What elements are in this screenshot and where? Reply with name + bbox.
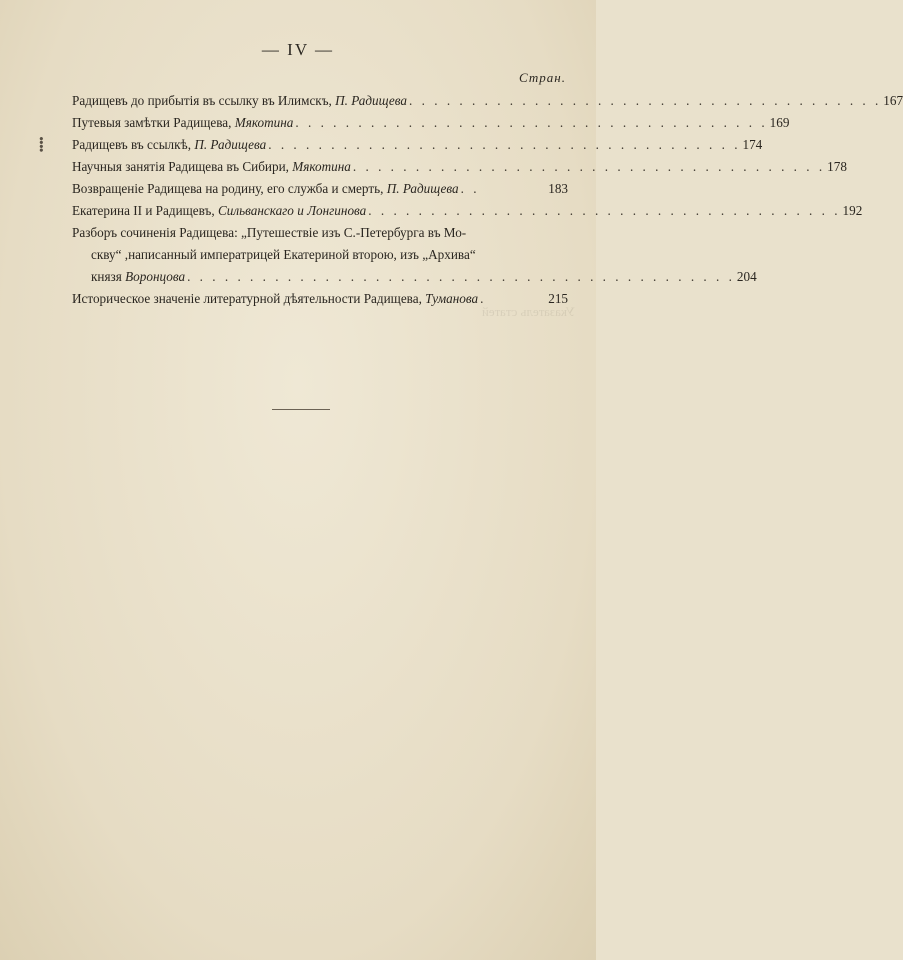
toc-entry-title: Возвращеніе Радищева на родину, его служба и смерть, xyxy=(72,181,384,196)
leader-dots: . . . . . . . . . . . . . . . . . . . . . . . . . . . . . . . . . . . . . . xyxy=(409,93,882,108)
divider-rule xyxy=(272,409,330,410)
toc-entry-author: П. Радищева xyxy=(386,181,459,196)
toc-entry-author: Мякотина xyxy=(234,115,294,130)
bleed-through-text: Указатель статей xyxy=(481,304,575,319)
toc-entry-title: Радищевъ до прибытія въ ссылку въ Илимскъ, xyxy=(72,93,332,108)
toc-entry-page: 192 xyxy=(842,203,863,218)
toc-entry-page: 183 xyxy=(548,181,568,196)
page-number: — IV — xyxy=(261,40,335,59)
page-column-label: Стран. xyxy=(519,70,566,85)
toc-entry-title: Радищевъ въ ссылкѣ, xyxy=(72,137,192,152)
toc-entry-title: Научныя занятія Радищева въ Сибири, xyxy=(72,159,289,174)
toc-entry xyxy=(72,112,790,134)
toc-entry-line: скву“ ,написанный императрицей Екатериной второю, изъ „Архива“ xyxy=(91,247,476,262)
leader-dots: . . . . . . . . . . . . . . . . . . . . . . . . . . . . . . . . . . . . . . xyxy=(295,115,768,130)
leader-dots: . . xyxy=(460,181,480,196)
toc-entry xyxy=(72,200,863,222)
toc-entry-author: Мякотина xyxy=(292,159,351,174)
toc-entry xyxy=(72,266,757,288)
toc-entry-title: Екатерина II и Радищевъ, xyxy=(72,203,215,218)
toc-entry-author: Воронцова xyxy=(125,269,186,284)
table-of-contents xyxy=(72,90,903,310)
toc-entry-title: Путевыя замѣтки Радищева, xyxy=(72,115,232,130)
toc-entry-page: 178 xyxy=(827,159,847,174)
toc-entry-title: Историческое значеніе литературной дѣятельности Радищева, xyxy=(72,291,422,306)
leader-dots: . . . . . . . . . . . . . . . . . . . . . . . . . . . . . . . . . . . . . . xyxy=(368,203,841,218)
leader-dots: . . . . . . . . . . . . . . . . . . . . . . . . . . . . . . . . . . . . . . . . . . . . xyxy=(187,269,735,284)
leader-dots: . . . . . . . . . . . . . . . . . . . . . . . . . . . . . . . . . . . . . . xyxy=(352,159,826,174)
toc-entry xyxy=(72,134,763,156)
toc-entry xyxy=(72,156,847,178)
toc-entry-page: 204 xyxy=(736,269,757,284)
toc-entry xyxy=(72,90,903,112)
margin-pencil-mark: ⁞ xyxy=(38,134,45,156)
toc-entry-author: П. Радищева xyxy=(194,137,267,152)
toc-entry-page: 169 xyxy=(769,115,790,130)
toc-entry-line: Разборъ сочиненія Радищева: „Путешествіе изъ С.-Петербурга въ Мо- xyxy=(72,225,467,240)
toc-entry-page: 174 xyxy=(742,137,763,152)
toc-entry-title: князя xyxy=(91,269,122,284)
toc-entry xyxy=(72,178,568,200)
leader-dots: . . . . . . . . . . . . . . . . . . . . . . . . . . . . . . . . . . . . . . xyxy=(268,137,741,152)
toc-entry-page: 215 xyxy=(548,291,568,306)
toc-entry-author: П. Радищева xyxy=(335,93,408,108)
toc-entry-author: Сильванскаго и Лонгинова xyxy=(217,203,367,218)
leader-dots: . xyxy=(480,291,487,306)
toc-entry-author: Туманова xyxy=(425,291,479,306)
toc-entry xyxy=(72,288,568,310)
toc-entry-page: 167 xyxy=(883,93,903,108)
